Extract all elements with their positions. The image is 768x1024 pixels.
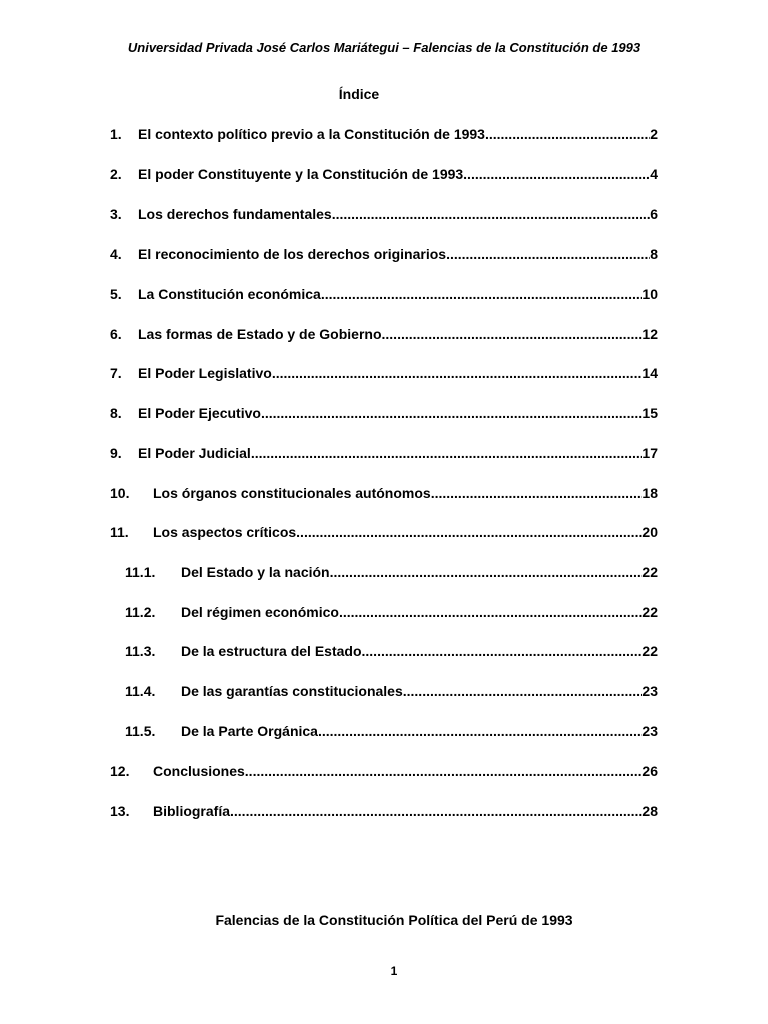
toc-number: 11.1. <box>125 564 156 580</box>
toc-number: 7. <box>110 365 122 381</box>
toc-leader-dots <box>261 404 642 422</box>
toc-title: Del Estado y la nación <box>181 564 330 580</box>
toc-page-number: 4 <box>650 166 658 182</box>
toc-page-number: 12 <box>642 326 658 342</box>
toc-title: Los aspectos críticos <box>153 524 297 540</box>
toc-leader-dots <box>362 642 643 660</box>
toc-page-number: 8 <box>650 246 658 262</box>
toc-number: 11. <box>110 524 129 540</box>
toc-page-number: 22 <box>642 604 658 620</box>
toc-leader-dots <box>318 722 642 740</box>
toc-entry-11-2[interactable] <box>125 603 658 621</box>
toc-entry-5[interactable] <box>110 285 658 303</box>
running-header: Universidad Privada José Carlos Mariátegui – Falencias de la Constitución de 1993 <box>127 40 641 55</box>
toc-entry-8[interactable] <box>110 404 658 422</box>
toc-entry-7[interactable] <box>110 364 658 382</box>
toc-entry-6[interactable] <box>110 325 658 343</box>
toc-number: 11.4. <box>125 683 156 699</box>
document-title: Falencias de la Constitución Política del Perú de 1993 <box>215 912 573 928</box>
toc-title: Del régimen económico <box>181 604 339 620</box>
toc-entry-11-5[interactable] <box>125 722 658 740</box>
toc-number: 10. <box>110 485 130 501</box>
toc-number: 5. <box>110 286 122 302</box>
toc-title: Las formas de Estado y de Gobierno <box>138 326 382 342</box>
toc-title: El Poder Ejecutivo <box>138 405 261 421</box>
toc-page-number: 20 <box>642 524 658 540</box>
toc-page-number: 23 <box>642 683 658 699</box>
toc-entry-3[interactable] <box>110 205 658 223</box>
toc-leader-dots <box>321 285 643 303</box>
page-number: 1 <box>390 964 398 978</box>
toc-title: El Poder Judicial <box>138 445 251 461</box>
toc-page-number: 22 <box>642 564 658 580</box>
toc-page-number: 22 <box>642 643 658 659</box>
toc-leader-dots <box>403 682 643 700</box>
toc-leader-dots <box>446 245 650 263</box>
toc-title: Conclusiones <box>153 763 245 779</box>
toc-leader-dots <box>485 125 650 143</box>
toc-leader-dots <box>230 802 642 820</box>
toc-page-number: 28 <box>642 803 658 819</box>
toc-entry-11[interactable] <box>110 523 658 541</box>
toc-number: 9. <box>110 445 122 461</box>
toc-leader-dots <box>339 603 642 621</box>
toc-number: 2. <box>110 166 122 182</box>
toc-title: La Constitución económica <box>138 286 321 302</box>
toc-entry-11-1[interactable] <box>125 563 658 581</box>
toc-page-number: 14 <box>642 365 658 381</box>
toc-entry-13[interactable] <box>110 802 658 820</box>
toc-leader-dots <box>330 563 643 581</box>
toc-page-number: 6 <box>650 206 658 222</box>
toc-title: Bibliografía <box>153 803 231 819</box>
toc-page-number: 18 <box>642 485 658 501</box>
toc-number: 11.2. <box>125 604 156 620</box>
toc-leader-dots <box>431 484 643 502</box>
toc-title: Los derechos fundamentales <box>138 206 332 222</box>
toc-title: De la Parte Orgánica <box>181 723 318 739</box>
toc-page-number: 23 <box>642 723 658 739</box>
index-heading: Índice <box>338 86 380 102</box>
toc-leader-dots <box>245 762 643 780</box>
toc-leader-dots <box>296 523 642 541</box>
toc-entry-10[interactable] <box>110 484 658 502</box>
toc-leader-dots <box>332 205 650 223</box>
toc-number: 1. <box>110 126 122 142</box>
toc-title: De la estructura del Estado <box>181 643 362 659</box>
toc-number: 12. <box>110 763 130 779</box>
toc-page-number: 17 <box>642 445 658 461</box>
toc-page-number: 10 <box>642 286 658 302</box>
toc-number: 11.5. <box>125 723 156 739</box>
toc-page-number: 15 <box>642 405 658 421</box>
toc-title: Los órganos constitucionales autónomos <box>153 485 431 501</box>
toc-title: De las garantías constitucionales <box>181 683 403 699</box>
toc-entry-9[interactable] <box>110 444 658 462</box>
toc-title: El reconocimiento de los derechos originarios <box>138 246 447 262</box>
toc-number: 8. <box>110 405 122 421</box>
toc-entry-11-4[interactable] <box>125 682 658 700</box>
toc-number: 6. <box>110 326 122 342</box>
toc-leader-dots <box>251 444 643 462</box>
toc-entry-1[interactable] <box>110 125 658 143</box>
toc-number: 13. <box>110 803 130 819</box>
toc-leader-dots <box>382 325 643 343</box>
toc-title: El Poder Legislativo <box>138 365 272 381</box>
toc-title: El poder Constituyente y la Constitución de 1993 <box>138 166 464 182</box>
toc-entry-4[interactable] <box>110 245 658 263</box>
toc-page-number: 26 <box>642 763 658 779</box>
toc-page-number: 2 <box>650 126 658 142</box>
toc-entry-2[interactable] <box>110 165 658 183</box>
toc-number: 3. <box>110 206 122 222</box>
toc-title: El contexto político previo a la Constitución de 1993 <box>138 126 485 142</box>
toc-entry-11-3[interactable] <box>125 642 658 660</box>
toc-number: 4. <box>110 246 122 262</box>
toc-leader-dots <box>272 364 643 382</box>
toc-number: 11.3. <box>125 643 156 659</box>
toc-leader-dots <box>463 165 650 183</box>
toc-entry-12[interactable] <box>110 762 658 780</box>
